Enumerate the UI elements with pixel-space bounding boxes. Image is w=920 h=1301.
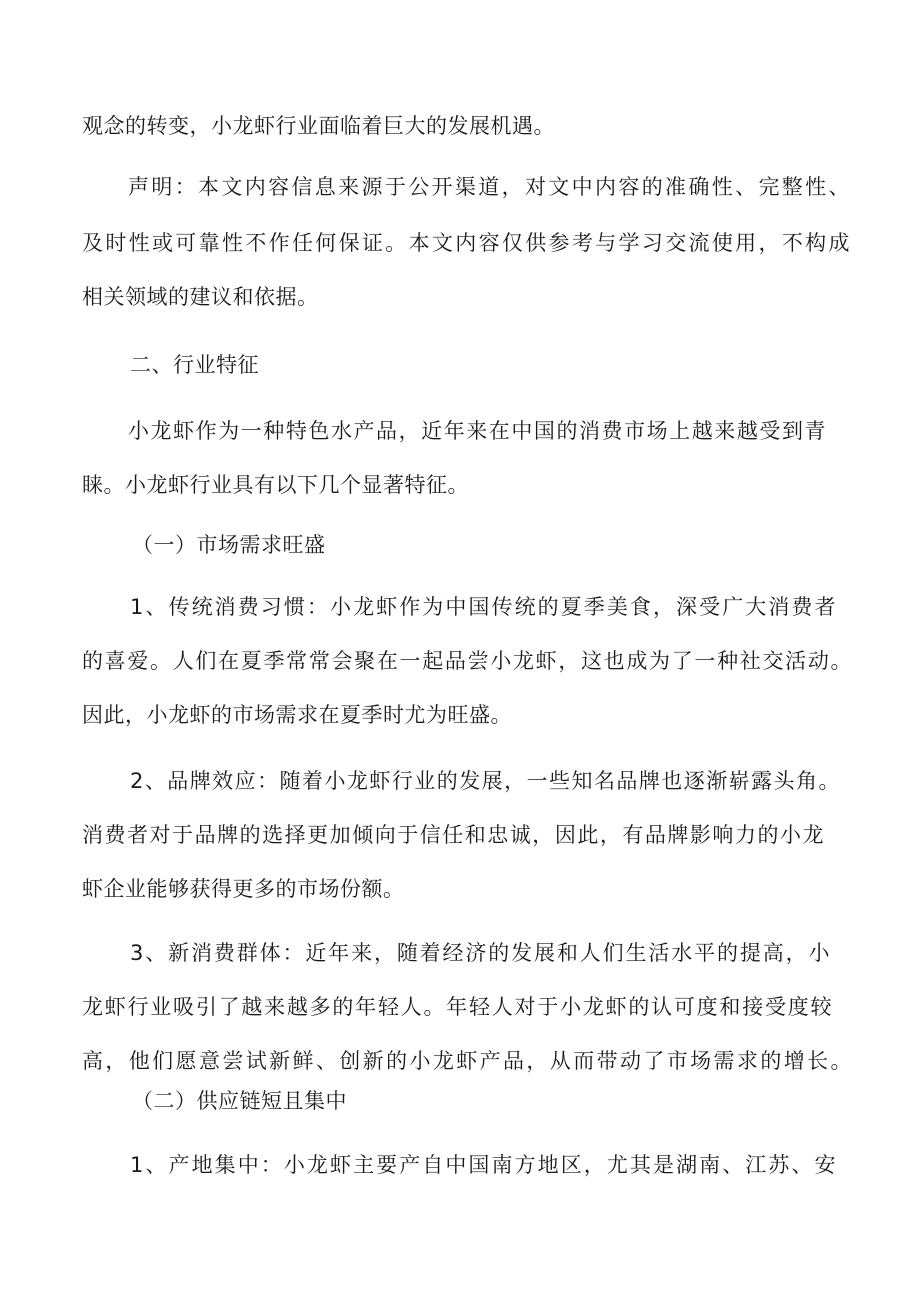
text-line: 高，他们愿意尝试新鲜、创新的小龙虾产品，从而带动了市场需求的增长。 xyxy=(82,1049,852,1073)
text-line: 因此，小龙虾的市场需求在夏季时尤为旺盛。 xyxy=(82,703,512,727)
subsection-heading: （二）供应链短且集中 xyxy=(132,1089,347,1113)
text-line: 相关领域的建议和依据。 xyxy=(82,285,319,309)
text-line: 龙虾行业吸引了越来越多的年轻人。年轻人对于小龙虾的认可度和接受度较 xyxy=(82,995,832,1019)
text-line: 声明：本文内容信息来源于公开渠道，对文中内容的准确性、完整性、 xyxy=(128,175,850,199)
text-line: 观念的转变，小龙虾行业面临着巨大的发展机遇。 xyxy=(82,114,555,138)
text-line: 小龙虾作为一种特色水产品，近年来在中国的消费市场上越来越受到青 xyxy=(128,419,826,443)
text-line: 的喜爱。人们在夏季常常会聚在一起品尝小龙虾，这也成为了一种社交活动。 xyxy=(82,649,852,673)
text-line: 消费者对于品牌的选择更加倾向于信任和忠诚，因此，有品牌影响力的小龙 xyxy=(82,823,824,847)
text-line: 1、传统消费习惯：小龙虾作为中国传统的夏季美食，深受广大消费者 xyxy=(130,595,836,619)
text-line: 睐。小龙虾行业具有以下几个显著特征。 xyxy=(82,473,469,497)
text-line: 虾企业能够获得更多的市场份额。 xyxy=(82,877,405,901)
text-line: 1、产地集中：小龙虾主要产自中国南方地区，尤其是湖南、江苏、安 xyxy=(130,1153,836,1177)
text-line: 及时性或可靠性不作任何保证。本文内容仅供参考与学习交流使用，不构成 xyxy=(82,231,850,255)
section-heading: 二、行业特征 xyxy=(130,353,259,377)
subsection-heading: （一）市场需求旺盛 xyxy=(132,533,326,557)
text-line: 3、新消费群体：近年来，随着经济的发展和人们生活水平的提高，小 xyxy=(130,941,830,965)
text-line: 2、品牌效应：随着小龙虾行业的发展，一些知名品牌也逐渐崭露头角。 xyxy=(130,769,840,793)
